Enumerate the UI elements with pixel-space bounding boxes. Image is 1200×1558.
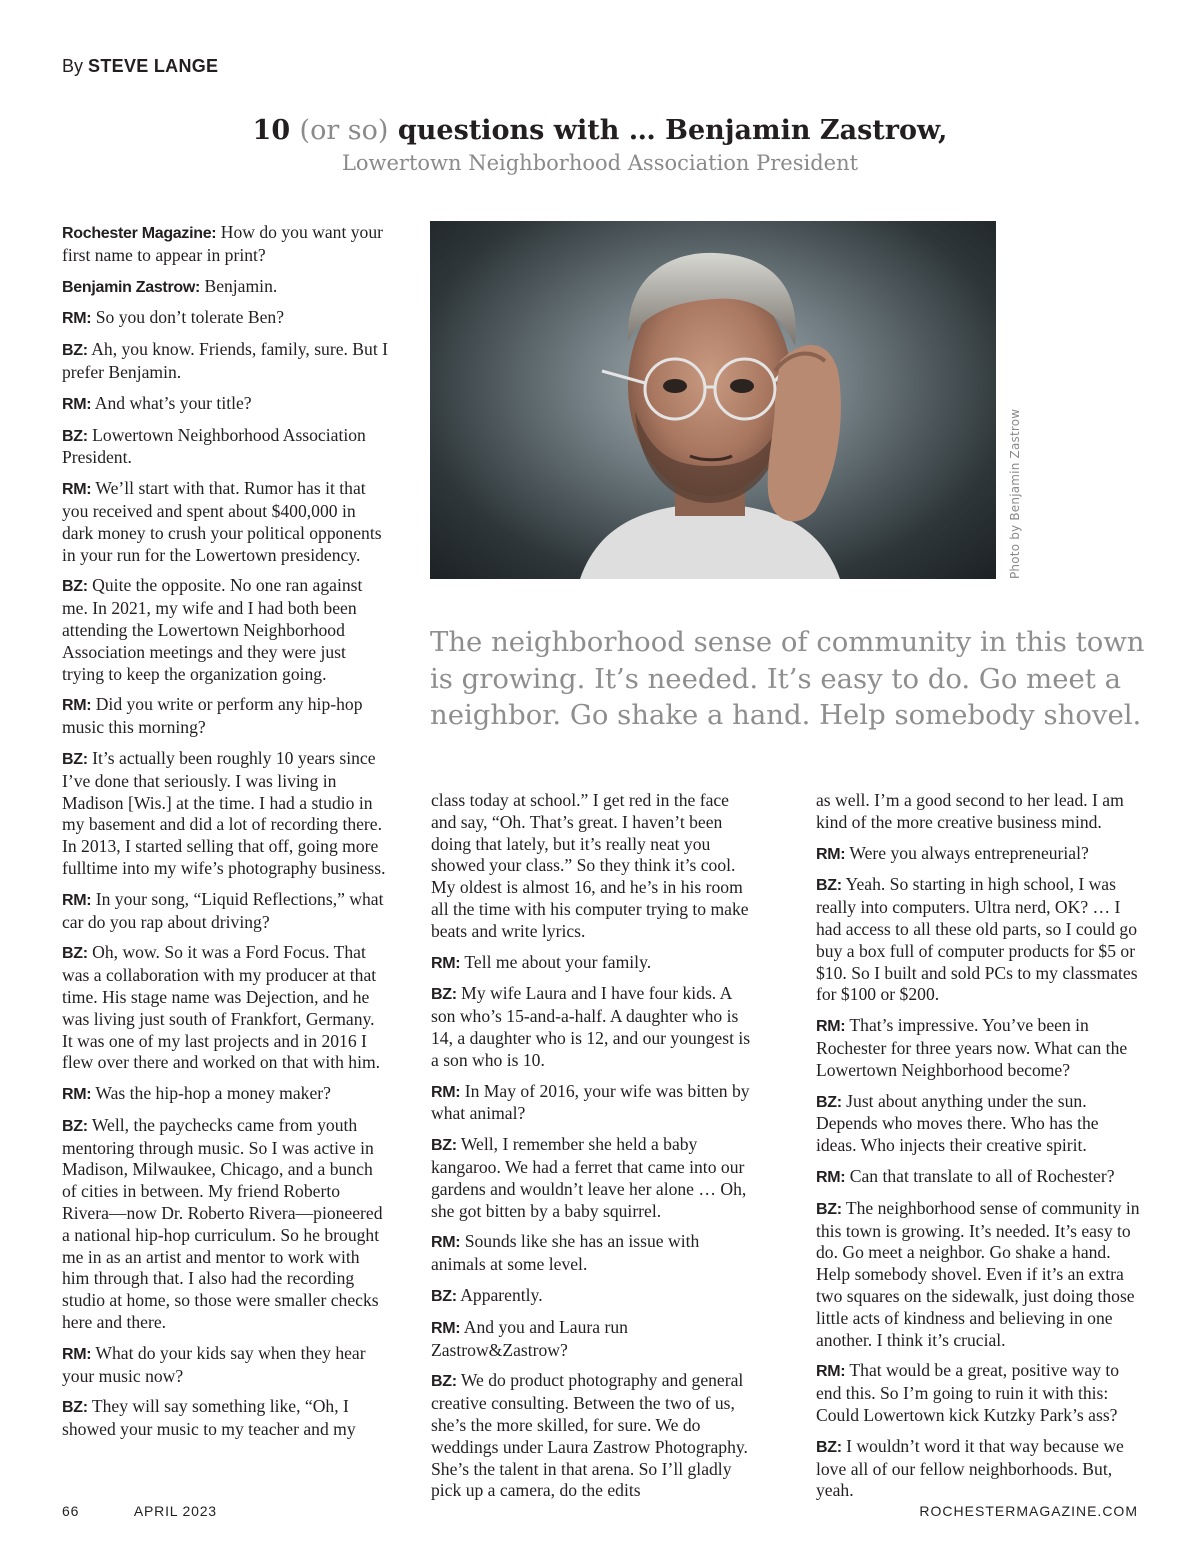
speaker-label: RM: xyxy=(62,310,92,328)
speaker-label: BZ: xyxy=(431,1137,457,1155)
pull-quote: The neighborhood sense of community in this town is growing. It’s needed. It’s easy to do. Go meet a neighbor. Go shake a hand. Help somebody shovel. xyxy=(430,626,1145,731)
qa-paragraph xyxy=(431,790,757,943)
qa-text: We’ll start with that. Rumor has it that you received and spent about $400,000 in dark money to crush your political opponents in your run for the Lowertown presidency. xyxy=(62,478,382,565)
qa-paragraph xyxy=(816,1015,1142,1081)
speaker-label: BZ: xyxy=(62,342,88,360)
footer-left xyxy=(62,1503,217,1519)
speaker-label: BZ: xyxy=(62,1117,88,1135)
qa-paragraph xyxy=(62,276,388,299)
qa-paragraph xyxy=(62,478,388,566)
qa-text: They will say something like, “Oh, I showed your music to my teacher and my xyxy=(62,1396,356,1440)
speaker-label: BZ: xyxy=(816,1200,842,1218)
speaker-label: RM: xyxy=(431,1234,461,1252)
qa-text: In May of 2016, your wife was bitten by what animal? xyxy=(431,1080,750,1124)
website-url: ROCHESTERMAGAZINE.COM xyxy=(919,1503,1138,1519)
qa-paragraph xyxy=(62,889,388,934)
qa-text: Were you always entrepreneurial? xyxy=(849,842,1089,863)
qa-text: That’s impressive. You’ve been in Rochester for three years now. What can the Lowertown Neighborhood become? xyxy=(816,1015,1128,1080)
column-3 xyxy=(816,790,1142,1511)
photo-credit: Photo by Benjamin Zastrow xyxy=(1008,408,1022,579)
headline-number: 10 xyxy=(252,115,291,146)
speaker-label: BZ: xyxy=(816,1438,842,1456)
qa-paragraph xyxy=(431,952,757,975)
qa-paragraph xyxy=(816,1198,1142,1352)
qa-paragraph xyxy=(62,694,388,739)
byline xyxy=(62,56,218,77)
qa-text: What do your kids say when they hear your music now? xyxy=(62,1342,366,1386)
speaker-label: RM: xyxy=(431,954,461,972)
speaker-label: RM: xyxy=(431,1083,461,1101)
speaker-label: RM: xyxy=(816,1363,846,1381)
qa-paragraph xyxy=(62,942,388,1074)
column-2 xyxy=(431,790,757,1511)
qa-paragraph xyxy=(816,843,1142,866)
speaker-label: BZ: xyxy=(62,750,88,768)
qa-text: And what’s your title? xyxy=(94,392,252,413)
qa-paragraph xyxy=(62,425,388,470)
qa-text: My wife Laura and I have four kids. A son who’s 15-and-a-half. A daughter who is 14, a daughter who is 12, and our youngest is a son who is 10. xyxy=(431,983,751,1070)
speaker-label: Rochester Magazine: xyxy=(62,225,217,242)
page-number: 66 xyxy=(62,1503,80,1519)
qa-paragraph xyxy=(62,393,388,416)
qa-text: The neighborhood sense of community in this town is growing. It’s needed. It’s easy to do. Go meet a neighbor. Go shake a hand. Help somebody shovel. Even if it’s an extra two squares on the sidewalk, just doing those little acts of kindness and believing in one another. I think it’s crucial. xyxy=(816,1197,1140,1350)
speaker-label: BZ: xyxy=(62,578,88,596)
qa-text: Quite the opposite. No one ran against me. In 2021, my wife and I had both been attending the Lowertown Neighborhood Association meetings and they were just trying to keep the organization going. xyxy=(62,575,363,684)
qa-text: Ah, you know. Friends, family, sure. But I prefer Benjamin. xyxy=(62,339,388,382)
speaker-label: RM: xyxy=(62,1086,92,1104)
qa-paragraph xyxy=(62,1083,388,1106)
portrait-illustration xyxy=(430,221,996,579)
qa-paragraph xyxy=(431,1081,757,1126)
qa-paragraph xyxy=(62,1343,388,1388)
qa-text: Lowertown Neighborhood Association President. xyxy=(62,424,366,468)
qa-text: How do you want your first name to appear in print? xyxy=(62,222,383,265)
qa-text: I wouldn’t word it that way because we love all of our fellow neighborhoods. But, yeah. xyxy=(816,1435,1124,1501)
qa-text: Sounds like she has an issue with animals at some level. xyxy=(431,1231,700,1275)
speaker-label: BZ: xyxy=(62,1399,88,1417)
qa-text: We do product photography and general creative consulting. Between the two of us, she’s the more skilled, for sure. We do weddings under Laura Zastrow Photography. She’s the talent in that arena. So I’ll gladly pick up a camera, do the edits xyxy=(431,1370,748,1501)
qa-text: Benjamin. xyxy=(204,275,278,296)
speaker-label: BZ: xyxy=(431,1373,457,1391)
qa-text: Was the hip-hop a money maker? xyxy=(95,1083,331,1104)
speaker-label: BZ: xyxy=(62,427,88,445)
qa-paragraph xyxy=(816,790,1142,834)
issue-date: APRIL 2023 xyxy=(133,1503,217,1519)
speaker-label: RM: xyxy=(816,1168,846,1186)
speaker-label: BZ: xyxy=(62,945,88,963)
headline-aside: (or so) xyxy=(299,115,389,146)
qa-paragraph xyxy=(62,222,388,267)
qa-text: Yeah. So starting in high school, I was really into computers. Ultra nerd, OK? … I had access to all these old parts, so I could go buy a box full of computer products for $5 or $10. So I built and sold PCs to my classmates for $100 or $200. xyxy=(816,874,1138,1005)
speaker-label: BZ: xyxy=(816,877,842,895)
qa-text: Oh, wow. So it was a Ford Focus. That was a collaboration with my producer at that time. His stage name was Dejection, and he was living just south of Frankfort, Germany. It was one of my last projects and in 2016 I flew over there and worked on that with him. xyxy=(62,942,381,1073)
qa-paragraph xyxy=(62,1115,388,1334)
qa-paragraph xyxy=(431,1134,757,1222)
qa-paragraph xyxy=(62,1396,388,1441)
speaker-label: RM: xyxy=(816,845,846,863)
speaker-label: RM: xyxy=(62,1345,92,1363)
qa-text: as well. I’m a good second to her lead. I am kind of the more creative business mind. xyxy=(816,790,1124,832)
qa-paragraph xyxy=(431,1370,757,1502)
qa-text: Did you write or perform any hip-hop music this morning? xyxy=(62,694,363,738)
qa-text: That would be a great, positive way to end this. So I’m going to ruin it with this: Could Lowertown kick Kutzky Park’s ass? xyxy=(816,1360,1120,1425)
qa-text: Just about anything under the sun. Depends who moves there. Who has the ideas. Who injects their creative spirit. xyxy=(816,1090,1099,1156)
page-title xyxy=(0,115,1200,146)
qa-text: In your song, “Liquid Reflections,” what car do you rap about driving? xyxy=(62,888,384,932)
speaker-label: RM: xyxy=(431,1319,461,1337)
qa-text: Can that translate to all of Rochester? xyxy=(849,1165,1115,1186)
qa-paragraph xyxy=(816,874,1142,1006)
column-1 xyxy=(62,222,388,1450)
speaker-label: RM: xyxy=(62,891,92,909)
qa-text: class today at school.” I get red in the face and say, “Oh. That’s great. I haven’t been doing that lately, but it’s really neat you showed your class.” So they think it’s cool. My oldest is almost 16, and he’s in his room all the time with his computer trying to make beats and write lyrics. xyxy=(431,790,749,941)
speaker-label: RM: xyxy=(62,481,92,499)
qa-text: Tell me about your family. xyxy=(464,951,652,972)
qa-paragraph xyxy=(816,1360,1142,1426)
qa-text: Apparently. xyxy=(460,1284,543,1305)
speaker-label: BZ: xyxy=(431,1287,457,1305)
speaker-label: RM: xyxy=(816,1018,846,1036)
qa-text: Well, I remember she held a baby kangaroo. We had a ferret that came into our gardens and wouldn’t leave her alone … Oh, she got bitten by a baby squirrel. xyxy=(431,1134,747,1221)
qa-paragraph xyxy=(431,983,757,1071)
speaker-label: RM: xyxy=(62,395,92,413)
qa-paragraph xyxy=(816,1166,1142,1189)
byline-prefix: By xyxy=(62,56,84,76)
byline-author: STEVE LANGE xyxy=(88,56,219,76)
headline-main: questions with … Benjamin Zastrow, xyxy=(397,115,948,146)
qa-paragraph xyxy=(431,1317,757,1362)
page-subtitle: Lowertown Neighborhood Association President xyxy=(341,151,859,175)
qa-text: It’s actually been roughly 10 years since I’ve done that seriously. I was living in Madison [Wis.] at the time. I had a studio in my basement and did a lot of recording there. In 2013, I started selling that off, going more fulltime into my wife’s photography business. xyxy=(62,747,386,878)
speaker-label: BZ: xyxy=(816,1093,842,1111)
qa-text: So you don’t tolerate Ben? xyxy=(95,307,285,328)
qa-paragraph xyxy=(62,339,388,384)
qa-paragraph xyxy=(62,575,388,685)
qa-paragraph xyxy=(431,1285,757,1308)
qa-text: Well, the paychecks came from youth mentoring through music. So I was active in Madison, Milwaukee, Chicago, and a bunch of cities in between. My friend Roberto Rivera—now Dr. Roberto Rivera—pioneered a national hip-hop curriculum. So he brought me in as an artist and mentor to work with him through that. I also had the recording studio at home, so those were smaller checks here and there. xyxy=(62,1114,383,1333)
qa-paragraph xyxy=(816,1091,1142,1157)
qa-paragraph xyxy=(816,1436,1142,1502)
qa-paragraph xyxy=(62,748,388,880)
qa-paragraph xyxy=(62,307,388,330)
portrait-photo xyxy=(430,221,996,579)
speaker-label: Benjamin Zastrow: xyxy=(62,278,201,296)
speaker-label: RM: xyxy=(62,697,92,715)
speaker-label: BZ: xyxy=(431,986,457,1004)
qa-text: And you and Laura run Zastrow&Zastrow? xyxy=(431,1316,628,1360)
qa-paragraph xyxy=(431,1231,757,1276)
